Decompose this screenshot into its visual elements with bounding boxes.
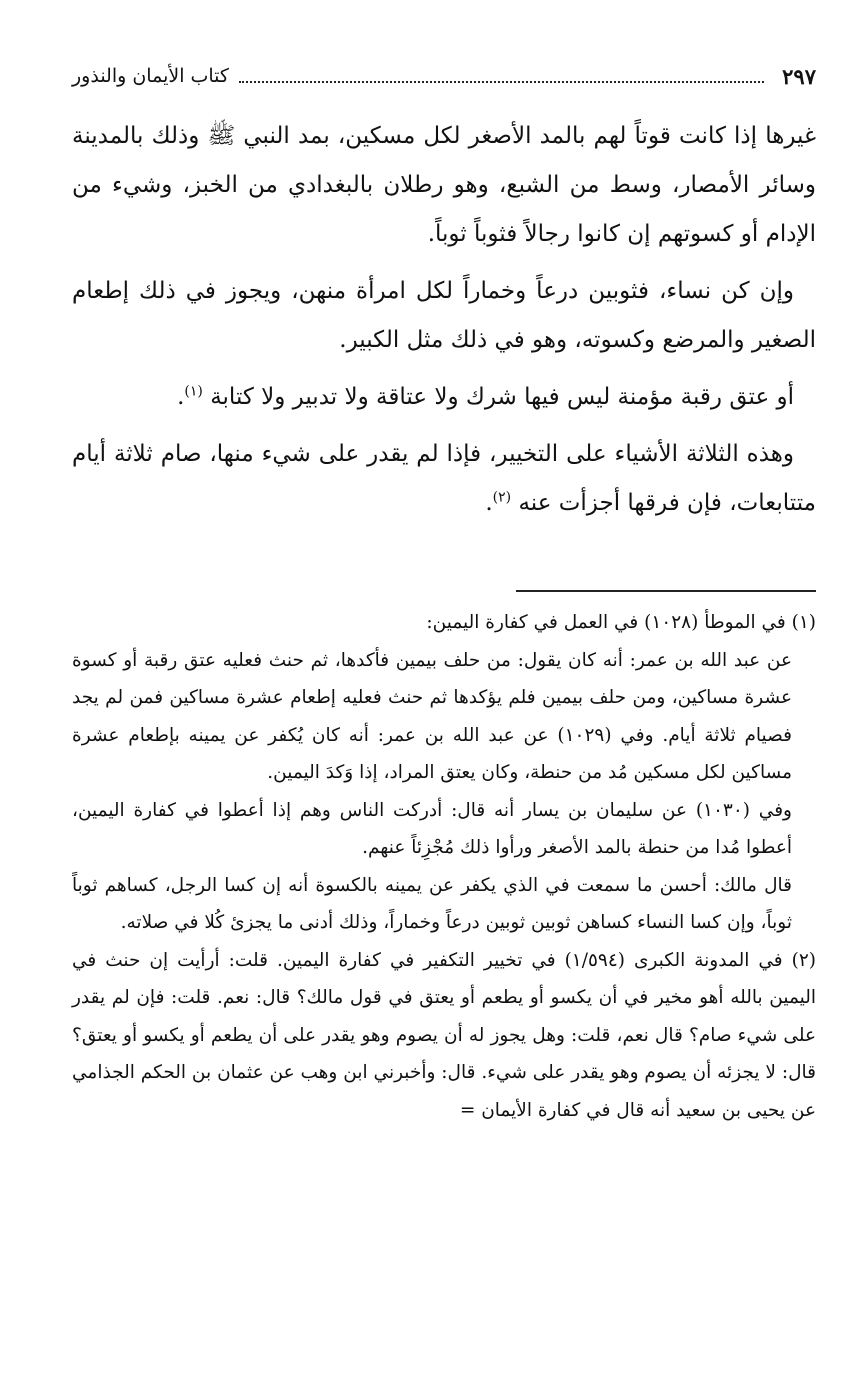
footnote-ref-1: (١): [184, 383, 203, 400]
main-paragraph: أو عتق رقبة مؤمنة ليس فيها شرك ولا عتاقة ولا تدبير ولا كتابة $^{(١)}$.: [177, 383, 794, 410]
book-page: [72, 56, 816, 1356]
footnote-1-text: قال مالك: أحسن ما سمعت في الذي يكفر عن يمينه بالكسوة أنه إن كسا الرجل، كساهم ثوباً ثوباً، وإن كسا النساء كساهن ثوبين ثوبين درعاً وخماراً، وذلك أدنى ما يجزئ كُلا في صلاته.: [72, 874, 792, 933]
main-paragraph: غيرها إذا كانت قوتاً لهم بالمد الأصغر لكل مسكين، بمد النبي ﷺ وذلك بالمدينة وسائر الأمصار، وسط من الشبع، وهو رطلان بالبغدادي من الخبز، وشيء من الإدام أو كسوتهم إن كانوا رجالاً فثوباً ثوباً.: [72, 123, 816, 247]
header-title: كتاب الأيمان والنذور: [72, 65, 229, 87]
footnote-ref-2: (٢): [492, 489, 512, 506]
footnote-1-text: عن عبد الله بن عمر: أنه كان يقول: من حلف بيمين فأكدها، ثم حنث فعليه عتق رقبة أو كسوة عشرة مساكين، ومن حلف بيمين فلم يؤكدها ثم حنث فعليه إطعام عشرة مساكين فمن لم يجد فصيام ثلاثة أيام. وفي (١٠٢٩) عن عبد الله بن عمر: أنه كان يُكفر عن يمينه بإطعام عشرة مساكين لكل مسكين مُد من حنطة، وكان يعتق المراد، إذا وَكدَ اليمين.: [72, 649, 793, 783]
page-number: ٢٩٧: [782, 63, 816, 89]
running-header: [72, 56, 816, 96]
footnote-1-heading: (١) في الموطأ (١٠٢٨) في العمل في كفارة اليمين:: [426, 612, 816, 633]
main-paragraph: وهذه الثلاثة الأشياء على التخيير، فإذا لم يقدر على شيء منها، صام ثلاثة أيام متتابعات، فإن فرقها أجزأت عنه $^{(٢)}$.: [72, 441, 816, 516]
main-text: [72, 112, 816, 528]
main-paragraph: وإن كن نساء، فثوبين درعاً وخماراً لكل امرأة منهن، ويجوز في ذلك إطعام الصغير والمرضع وكسوته، وهو في ذلك مثل الكبير.: [72, 278, 816, 353]
footnote-separator: [516, 590, 816, 592]
footnotes: [72, 604, 816, 1129]
footnote-1-text: وفي (١٠٣٠) عن سليمان بن يسار أنه قال: أدركت الناس وهم إذا أعطوا في كفارة اليمين، أعطوا مُدا من حنطة بالمد الأصغر ورأوا ذلك مُجْزِئاً عنهم.: [72, 799, 792, 858]
header-dotted-leader: [239, 69, 764, 83]
footnote-2-text: (٢) في المدونة الكبرى (١/٥٩٤) في تخيير التكفير في كفارة اليمين. قلت: أرأيت إن حنث في اليمين بالله أهو مخير في أن يكسو أو يطعم أو يعتق في قول مالك؟ قال: نعم. قلت: فإن لم يقدر على شيء صام؟ قال نعم، قلت: وهل يجوز له أن يصوم وهو يقدر على أن يطعم أو يكسو أو يعتق؟ قال: لا يجزئه أن يصوم وهو يقدر على شيء. قال: وأخبرني ابن وهب عن عثمان بن الحكم الجذامي عن يحيى بن سعيد أنه قال في كفارة الأيمان =: [72, 949, 816, 1121]
